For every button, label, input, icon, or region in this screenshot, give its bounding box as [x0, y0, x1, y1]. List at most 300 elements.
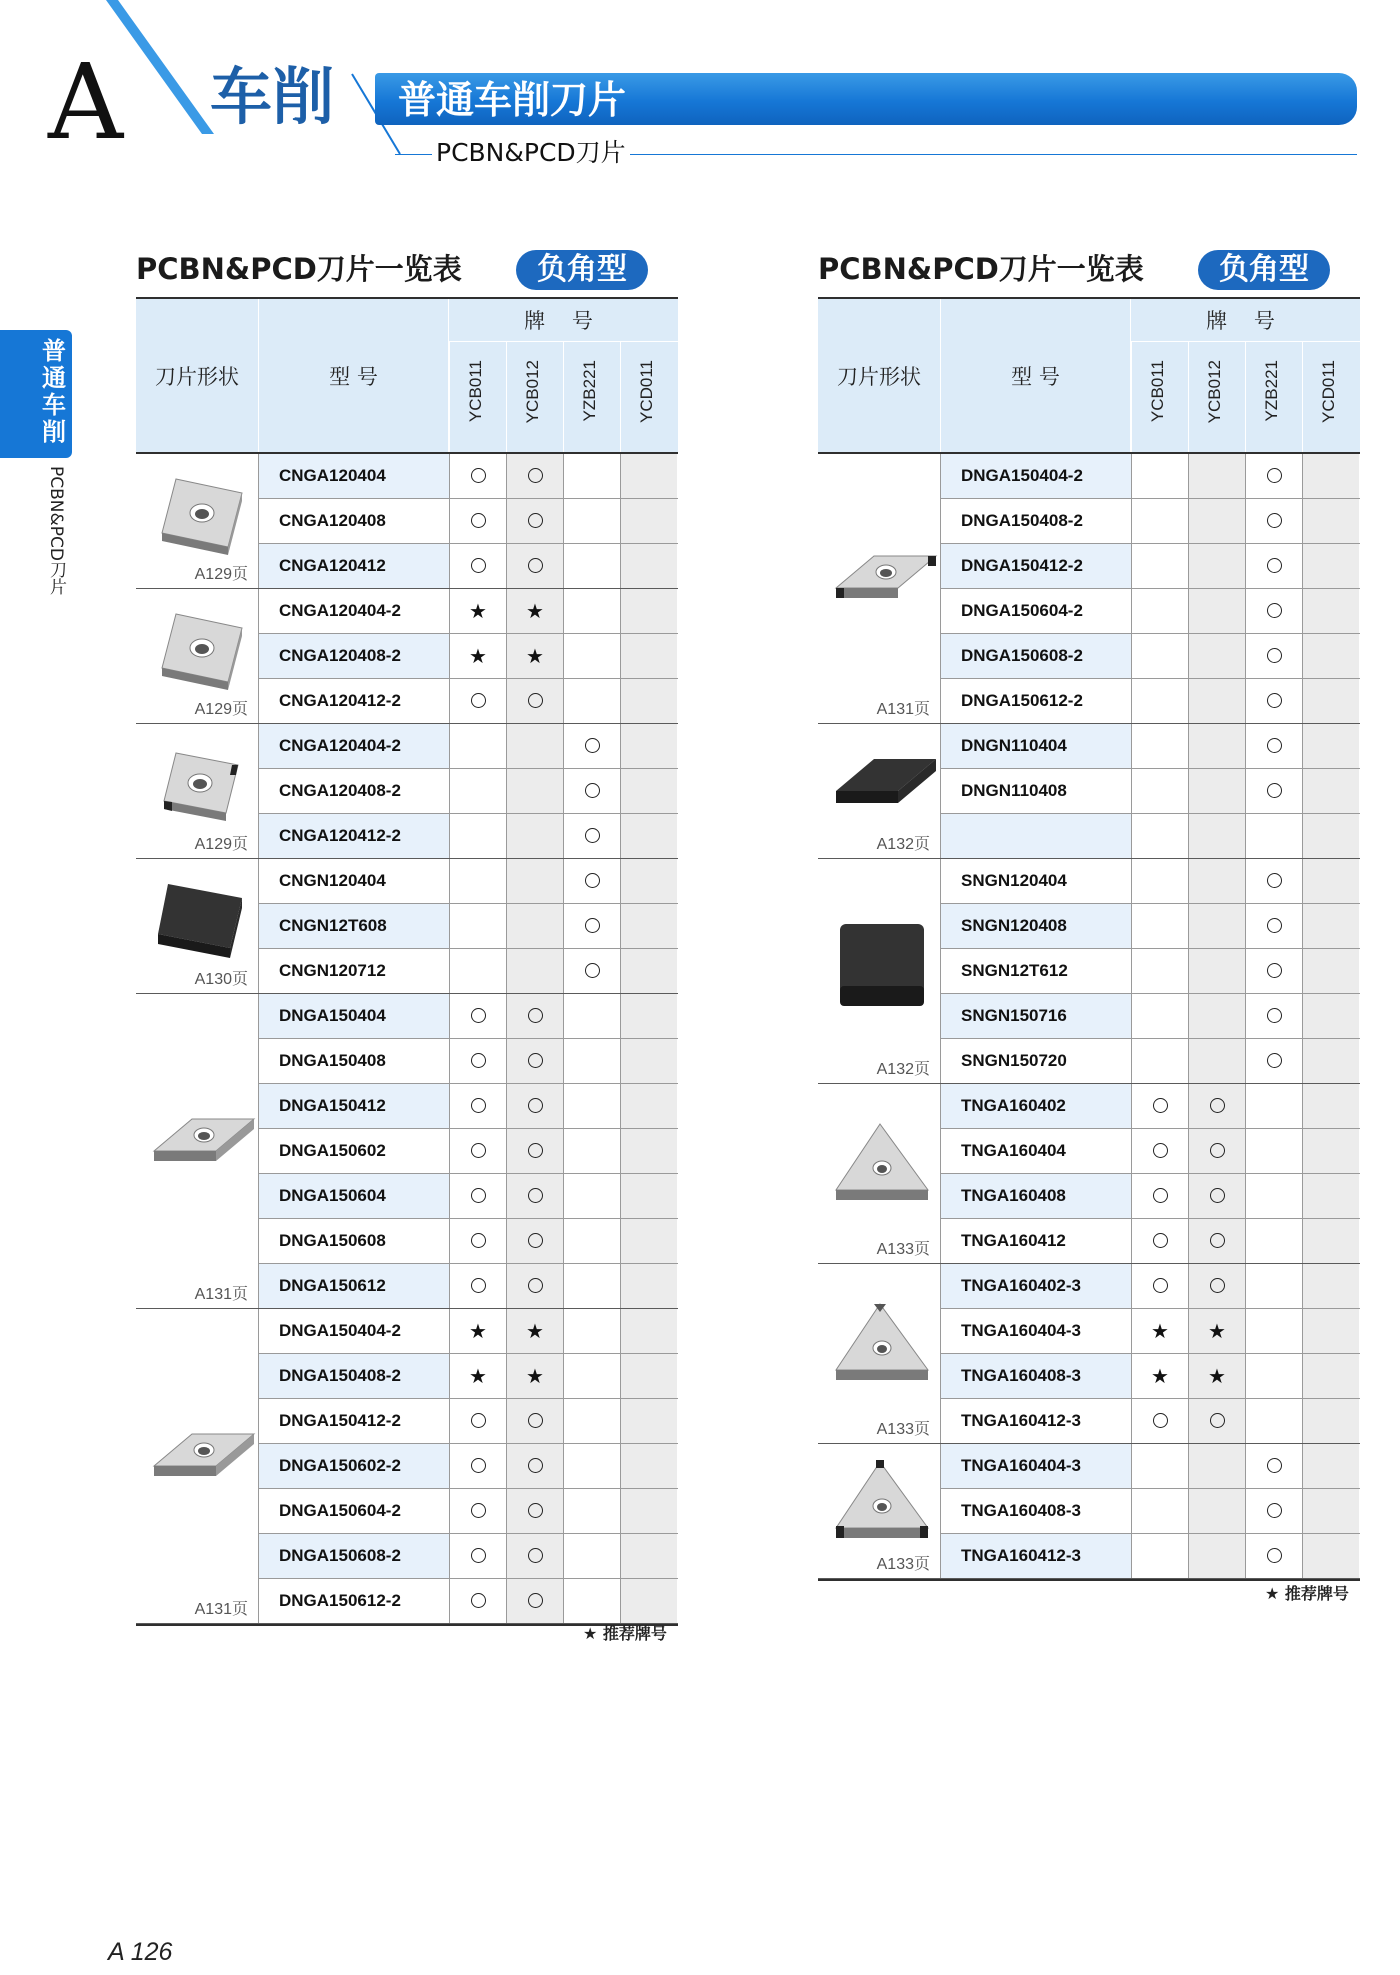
grade-cell-ycd011	[620, 544, 677, 588]
grade-cell-ycb011	[1131, 724, 1188, 768]
grade-cell-yzb221	[1245, 634, 1302, 678]
grade-label: YCB012	[523, 360, 542, 424]
model-cell: CNGA120404	[258, 454, 449, 498]
model-cell: SNGN120404	[940, 859, 1131, 903]
dnga-insert-tipped-icon	[830, 548, 940, 622]
cnga-insert-tipped-icon	[148, 741, 248, 835]
grade-cell-ycb011	[1131, 1264, 1188, 1308]
grade-cell-ycb011	[449, 499, 506, 543]
grade-cell-ycb011	[449, 1174, 506, 1218]
model-cell: DNGA150408	[258, 1039, 449, 1083]
grade-cell-ycb012	[1188, 724, 1245, 768]
table-row	[258, 1444, 678, 1489]
grade-label: YCB012	[1205, 360, 1224, 424]
grade-cell-yzb221	[1245, 904, 1302, 948]
table-row	[258, 1354, 678, 1399]
shape-group	[136, 724, 258, 859]
shape-group	[818, 724, 940, 859]
grade-cell-yzb221	[1245, 1399, 1302, 1443]
model-cell: DNGA150608-2	[258, 1534, 449, 1578]
grade-cell-ycb011	[449, 1264, 506, 1308]
grade-cell-ycb011	[1131, 1129, 1188, 1173]
model-cell: TNGA160408-3	[940, 1354, 1131, 1398]
page-reference: A131页	[194, 1601, 248, 1618]
grade-cell-ycb012	[1188, 1489, 1245, 1533]
chapter-letter: A	[48, 41, 124, 163]
grade-cell-ycd011	[1302, 544, 1359, 588]
table-row	[940, 724, 1360, 769]
model-cell: TNGA160404-3	[940, 1309, 1131, 1353]
grade-cell-ycd011	[1302, 769, 1359, 813]
table-row	[258, 1489, 678, 1534]
grade-cell-yzb221	[563, 724, 620, 768]
grade-cell-ycb012	[1188, 1129, 1245, 1173]
grade-cell-ycb012	[506, 1219, 563, 1263]
table-header	[818, 297, 1360, 454]
grade-cell-ycb011: ★	[449, 634, 506, 678]
model-cell: TNGA160408	[940, 1174, 1131, 1218]
grade-cell-yzb221	[563, 1489, 620, 1533]
dngn-insert-icon	[830, 751, 940, 825]
side-tab-label: 普通车削	[42, 337, 66, 446]
model-cell: DNGA150602-2	[258, 1444, 449, 1488]
model-cell: CNGA120412-2	[258, 814, 449, 858]
grade-cell-yzb221	[1245, 1534, 1302, 1578]
grade-cell-ycb011	[1131, 499, 1188, 543]
model-cell: DNGA150612-2	[940, 679, 1131, 723]
table-row	[258, 1399, 678, 1444]
grade-cell-ycb011	[449, 994, 506, 1038]
grade-cell-ycd011	[620, 1309, 677, 1353]
table-row	[940, 1174, 1360, 1219]
grade-cell-yzb221	[1245, 589, 1302, 633]
grade-cell-ycb011	[449, 1039, 506, 1083]
grade-cell-ycd011	[620, 589, 677, 633]
grade-cell-yzb221	[1245, 499, 1302, 543]
grade-cell-yzb221	[563, 814, 620, 858]
grade-cell-ycb011	[449, 1084, 506, 1128]
grade-cell-ycb011	[1131, 1174, 1188, 1218]
table-row	[940, 1084, 1360, 1129]
grade-cell-ycd011	[620, 1354, 677, 1398]
grade-cell-ycb012	[1188, 589, 1245, 633]
model-cell: DNGA150604-2	[258, 1489, 449, 1533]
column-header-shape: 刀片形状	[155, 364, 239, 389]
grade-label: YZB221	[580, 360, 599, 422]
grade-cell-ycd011	[620, 1084, 677, 1128]
grade-cell-ycb011	[1131, 1489, 1188, 1533]
grade-cell-ycb012	[506, 1444, 563, 1488]
grade-cell-ycd011	[620, 499, 677, 543]
model-cell: DNGA150608-2	[940, 634, 1131, 678]
grade-cell-ycd011	[620, 724, 677, 768]
tnga-insert-3-icon	[830, 1298, 940, 1402]
table-row	[940, 1399, 1360, 1444]
grade-cell-yzb221	[563, 1354, 620, 1398]
page-number: A 126	[108, 1938, 173, 1966]
grade-cell-ycb012	[506, 769, 563, 813]
page-subtitle: PCBN&PCD刀片	[432, 138, 630, 168]
page-reference: A133页	[876, 1421, 930, 1438]
model-cell: DNGA150612	[258, 1264, 449, 1308]
grade-cell-ycd011	[1302, 1264, 1359, 1308]
grade-cell-yzb221	[1245, 724, 1302, 768]
grade-cell-ycb012	[506, 1399, 563, 1443]
grade-cell-ycb012	[1188, 1039, 1245, 1083]
page-reference: A131页	[876, 701, 930, 718]
grade-cell-ycb012: ★	[1188, 1354, 1245, 1398]
grade-header-ycb011	[1131, 342, 1188, 452]
dnga-insert-icon	[148, 1111, 258, 1185]
grade-cell-ycb012	[1188, 1444, 1245, 1488]
grade-cell-ycb011	[1131, 949, 1188, 993]
grade-cell-ycd011	[620, 1264, 677, 1308]
grade-header-ycb011	[449, 342, 506, 452]
grade-cell-ycb011	[1131, 814, 1188, 858]
grade-cell-ycb012	[1188, 679, 1245, 723]
model-cell: SNGN12T612	[940, 949, 1131, 993]
grade-cell-ycd011	[1302, 454, 1359, 498]
table-row	[940, 634, 1360, 679]
grade-cell-ycb011	[1131, 1444, 1188, 1488]
grade-cell-ycb011	[1131, 544, 1188, 588]
model-cell: DNGA150412-2	[258, 1399, 449, 1443]
model-cell: DNGA150612-2	[258, 1579, 449, 1623]
grade-cell-ycb011	[449, 1399, 506, 1443]
table-row	[940, 1129, 1360, 1174]
legend-recommended: ★ 推荐牌号	[1265, 1584, 1349, 1603]
sngn-insert-icon	[830, 916, 930, 1020]
grade-cell-yzb221	[563, 994, 620, 1038]
grade-cell-ycb011	[449, 1444, 506, 1488]
grade-cell-ycd011	[1302, 859, 1359, 903]
grade-cell-ycb011	[449, 904, 506, 948]
grade-cell-ycb011	[449, 859, 506, 903]
grade-cell-yzb221	[563, 634, 620, 678]
cnga-insert-icon	[148, 471, 248, 565]
table-row	[940, 994, 1360, 1039]
model-cell: TNGA160404-3	[940, 1444, 1131, 1488]
page-reference: A129页	[194, 701, 248, 718]
model-cell	[940, 814, 1131, 858]
model-cell: DNGA150412-2	[940, 544, 1131, 588]
model-cell: CNGA120404-2	[258, 724, 449, 768]
table-title: PCBN&PCD刀片一览表	[818, 252, 1144, 286]
model-cell: SNGN150720	[940, 1039, 1131, 1083]
grade-cell-ycb011	[1131, 1219, 1188, 1263]
table-row	[940, 1039, 1360, 1084]
grade-cell-yzb221	[563, 1444, 620, 1488]
column-header-grade: 牌 号	[449, 299, 678, 342]
grade-cell-ycd011	[1302, 1534, 1359, 1578]
model-cell: DNGA150604-2	[940, 589, 1131, 633]
grade-cell-ycb011	[449, 544, 506, 588]
grade-cell-ycb012: ★	[506, 634, 563, 678]
model-cell: TNGA160412	[940, 1219, 1131, 1263]
grade-cell-yzb221	[563, 1399, 620, 1443]
grade-cell-ycd011	[1302, 1489, 1359, 1533]
page-reference: A129页	[194, 836, 248, 853]
grade-cell-ycd011	[1302, 904, 1359, 948]
table-row	[940, 1219, 1360, 1264]
grade-cell-ycb012	[506, 679, 563, 723]
grade-cell-ycb011	[1131, 904, 1188, 948]
table-row	[258, 1579, 678, 1624]
model-cell: DNGA150412	[258, 1084, 449, 1128]
grade-cell-ycb011	[1131, 1039, 1188, 1083]
grade-cell-yzb221	[1245, 1174, 1302, 1218]
table-row	[940, 1444, 1360, 1489]
shape-group	[818, 1084, 940, 1264]
model-cell: CNGA120408-2	[258, 634, 449, 678]
shape-group	[136, 859, 258, 994]
grade-cell-yzb221	[563, 859, 620, 903]
grade-cell-ycb012	[1188, 544, 1245, 588]
table-title: PCBN&PCD刀片一览表	[136, 252, 462, 286]
grade-cell-ycb011	[449, 1489, 506, 1533]
grade-cell-ycb012	[506, 1084, 563, 1128]
table-row	[258, 1534, 678, 1579]
grade-cell-ycb012	[1188, 1219, 1245, 1263]
shape-group	[818, 454, 940, 724]
table-header	[136, 297, 678, 454]
grade-cell-ycb011: ★	[1131, 1309, 1188, 1353]
grade-cell-ycb012	[1188, 1399, 1245, 1443]
grade-cell-ycb012	[506, 1039, 563, 1083]
cnga-insert-2-icon	[148, 606, 248, 700]
grade-cell-yzb221	[563, 1039, 620, 1083]
page-reference: A130页	[194, 971, 248, 988]
grade-cell-ycd011	[1302, 814, 1359, 858]
grade-cell-ycd011	[620, 949, 677, 993]
model-cell: TNGA160408-3	[940, 1489, 1131, 1533]
grade-cell-ycb011	[1131, 859, 1188, 903]
table-row	[940, 544, 1360, 589]
table-row	[940, 679, 1360, 724]
grade-cell-ycb011	[1131, 634, 1188, 678]
grade-cell-yzb221	[1245, 1309, 1302, 1353]
grade-cell-ycd011	[620, 1444, 677, 1488]
model-cell: CNGA120404-2	[258, 589, 449, 633]
grade-cell-ycb011	[1131, 679, 1188, 723]
grade-cell-yzb221	[1245, 454, 1302, 498]
grade-cell-ycb011	[1131, 1534, 1188, 1578]
grade-cell-ycd011	[620, 1399, 677, 1443]
grade-cell-ycb011	[449, 769, 506, 813]
grade-cell-ycd011	[620, 634, 677, 678]
grade-cell-ycb012	[506, 904, 563, 948]
grade-cell-ycb011	[449, 1129, 506, 1173]
grade-cell-yzb221	[563, 454, 620, 498]
page-reference: A132页	[876, 1061, 930, 1078]
grade-cell-yzb221	[563, 499, 620, 543]
grade-cell-ycd011	[1302, 679, 1359, 723]
grade-cell-yzb221	[563, 769, 620, 813]
table-row	[258, 1309, 678, 1354]
grade-cell-ycd011	[620, 814, 677, 858]
grade-cell-ycb012: ★	[506, 589, 563, 633]
grade-cell-ycb012: ★	[506, 1354, 563, 1398]
model-cell: CNGN120712	[258, 949, 449, 993]
tnga-insert-tipped-icon	[830, 1456, 940, 1560]
cngn-insert-icon	[148, 876, 248, 970]
grade-cell-yzb221	[563, 904, 620, 948]
grade-cell-yzb221	[1245, 1354, 1302, 1398]
grade-cell-ycd011	[620, 904, 677, 948]
grade-cell-ycb012	[1188, 949, 1245, 993]
grade-label: YCD011	[637, 360, 656, 423]
shape-group	[136, 994, 258, 1309]
grade-cell-ycb012	[1188, 769, 1245, 813]
grade-cell-yzb221	[563, 1579, 620, 1623]
table-row	[940, 859, 1360, 904]
table-row	[258, 769, 678, 814]
grade-cell-ycd011	[1302, 1129, 1359, 1173]
type-badge: 负角型	[1198, 250, 1330, 290]
grade-cell-ycb012	[506, 544, 563, 588]
table-row	[258, 1129, 678, 1174]
model-cell: DNGA150404-2	[940, 454, 1131, 498]
grade-cell-yzb221	[1245, 1219, 1302, 1263]
grade-cell-yzb221	[563, 544, 620, 588]
grade-cell-ycb012	[506, 454, 563, 498]
grade-cell-ycb012	[1188, 1084, 1245, 1128]
grade-label: YCB011	[466, 360, 485, 423]
model-cell: DNGA150408-2	[258, 1354, 449, 1398]
table-row	[940, 814, 1360, 859]
grade-cell-ycb011	[449, 1534, 506, 1578]
grade-cell-ycb011	[449, 814, 506, 858]
model-cell: CNGA120412-2	[258, 679, 449, 723]
grade-cell-ycb011	[449, 679, 506, 723]
grade-cell-ycb012	[506, 499, 563, 543]
model-cell: CNGA120408	[258, 499, 449, 543]
shape-group	[818, 1444, 940, 1579]
grade-cell-ycb011: ★	[449, 589, 506, 633]
model-cell: DNGA150608	[258, 1219, 449, 1263]
model-cell: SNGN150716	[940, 994, 1131, 1038]
grade-cell-ycb011	[1131, 589, 1188, 633]
grade-cell-ycd011	[620, 1219, 677, 1263]
grade-cell-ycd011	[1302, 724, 1359, 768]
grade-cell-ycd011	[1302, 499, 1359, 543]
model-cell: DNGA150404	[258, 994, 449, 1038]
grade-cell-ycd011	[1302, 589, 1359, 633]
grade-cell-ycb011	[1131, 769, 1188, 813]
grade-header-yzb221	[563, 342, 620, 452]
grade-cell-ycb012	[1188, 1264, 1245, 1308]
tnga-insert-icon	[830, 1118, 940, 1222]
column-header-grade: 牌 号	[1131, 299, 1360, 342]
grade-cell-ycb012: ★	[506, 1309, 563, 1353]
page-reference: A133页	[876, 1241, 930, 1258]
legend-recommended: ★ 推荐牌号	[583, 1624, 667, 1643]
grade-cell-ycb012	[506, 814, 563, 858]
grade-cell-yzb221	[1245, 814, 1302, 858]
grade-cell-yzb221	[563, 1534, 620, 1578]
table-row	[940, 769, 1360, 814]
grade-cell-ycb011	[1131, 994, 1188, 1038]
grade-cell-ycb012	[506, 994, 563, 1038]
model-cell: TNGA160402	[940, 1084, 1131, 1128]
grade-cell-ycb012	[1188, 859, 1245, 903]
grade-cell-yzb221	[1245, 1489, 1302, 1533]
grade-header-ycb012	[506, 342, 563, 452]
grade-cell-yzb221	[1245, 1129, 1302, 1173]
page-reference: A129页	[194, 566, 248, 583]
shape-group	[136, 589, 258, 724]
dnga-insert-2-icon	[148, 1426, 258, 1500]
page-reference: A131页	[194, 1286, 248, 1303]
table-row	[258, 544, 678, 589]
grade-cell-ycb012	[1188, 814, 1245, 858]
grade-cell-ycb012	[1188, 1174, 1245, 1218]
grade-cell-ycb012	[506, 1489, 563, 1533]
table-row	[940, 949, 1360, 994]
table-row	[258, 859, 678, 904]
grade-cell-ycd011	[1302, 1174, 1359, 1218]
grade-cell-ycb011	[449, 454, 506, 498]
table-row	[940, 1489, 1360, 1534]
grade-cell-ycd011	[620, 679, 677, 723]
grade-cell-ycb011	[449, 1579, 506, 1623]
model-cell: DNGN110404	[940, 724, 1131, 768]
column-header-shape: 刀片形状	[837, 364, 921, 389]
grade-cell-ycd011	[1302, 994, 1359, 1038]
type-badge: 负角型	[516, 250, 648, 290]
grade-cell-ycb012	[506, 949, 563, 993]
table-row	[258, 1174, 678, 1219]
shape-group	[818, 1264, 940, 1444]
model-cell: CNGN12T608	[258, 904, 449, 948]
model-cell: DNGA150604	[258, 1174, 449, 1218]
model-cell: DNGA150404-2	[258, 1309, 449, 1353]
table-row	[258, 994, 678, 1039]
grade-cell-ycb012: ★	[1188, 1309, 1245, 1353]
grade-cell-ycb011	[1131, 1399, 1188, 1443]
table-row	[258, 1264, 678, 1309]
model-cell: TNGA160404	[940, 1129, 1131, 1173]
grade-cell-ycb011: ★	[449, 1354, 506, 1398]
column-header-model: 型 号	[258, 299, 449, 452]
grade-cell-yzb221	[1245, 1084, 1302, 1128]
grade-cell-ycd011	[620, 1489, 677, 1533]
grade-cell-ycb012	[1188, 634, 1245, 678]
grade-cell-ycb012	[1188, 1534, 1245, 1578]
grade-cell-ycb012	[1188, 499, 1245, 543]
grade-cell-ycb012	[1188, 454, 1245, 498]
model-cell: DNGA150602	[258, 1129, 449, 1173]
grade-cell-ycb011	[449, 1219, 506, 1263]
grade-cell-ycb011: ★	[449, 1309, 506, 1353]
table-row	[940, 904, 1360, 949]
page-reference: A133页	[876, 1556, 930, 1573]
grade-cell-yzb221	[1245, 1264, 1302, 1308]
grade-cell-ycb012	[506, 724, 563, 768]
shape-group	[136, 454, 258, 589]
model-cell: TNGA160412-3	[940, 1399, 1131, 1443]
grade-cell-yzb221	[1245, 1444, 1302, 1488]
grade-cell-yzb221	[1245, 949, 1302, 993]
grade-cell-ycd011	[620, 994, 677, 1038]
grade-cell-yzb221	[563, 1129, 620, 1173]
grade-cell-ycd011	[620, 1534, 677, 1578]
grade-cell-yzb221	[1245, 544, 1302, 588]
grade-cell-ycb012	[506, 1534, 563, 1578]
model-cell: DNGA150408-2	[940, 499, 1131, 543]
grade-label: YCD011	[1319, 360, 1338, 423]
model-cell: DNGN110408	[940, 769, 1131, 813]
